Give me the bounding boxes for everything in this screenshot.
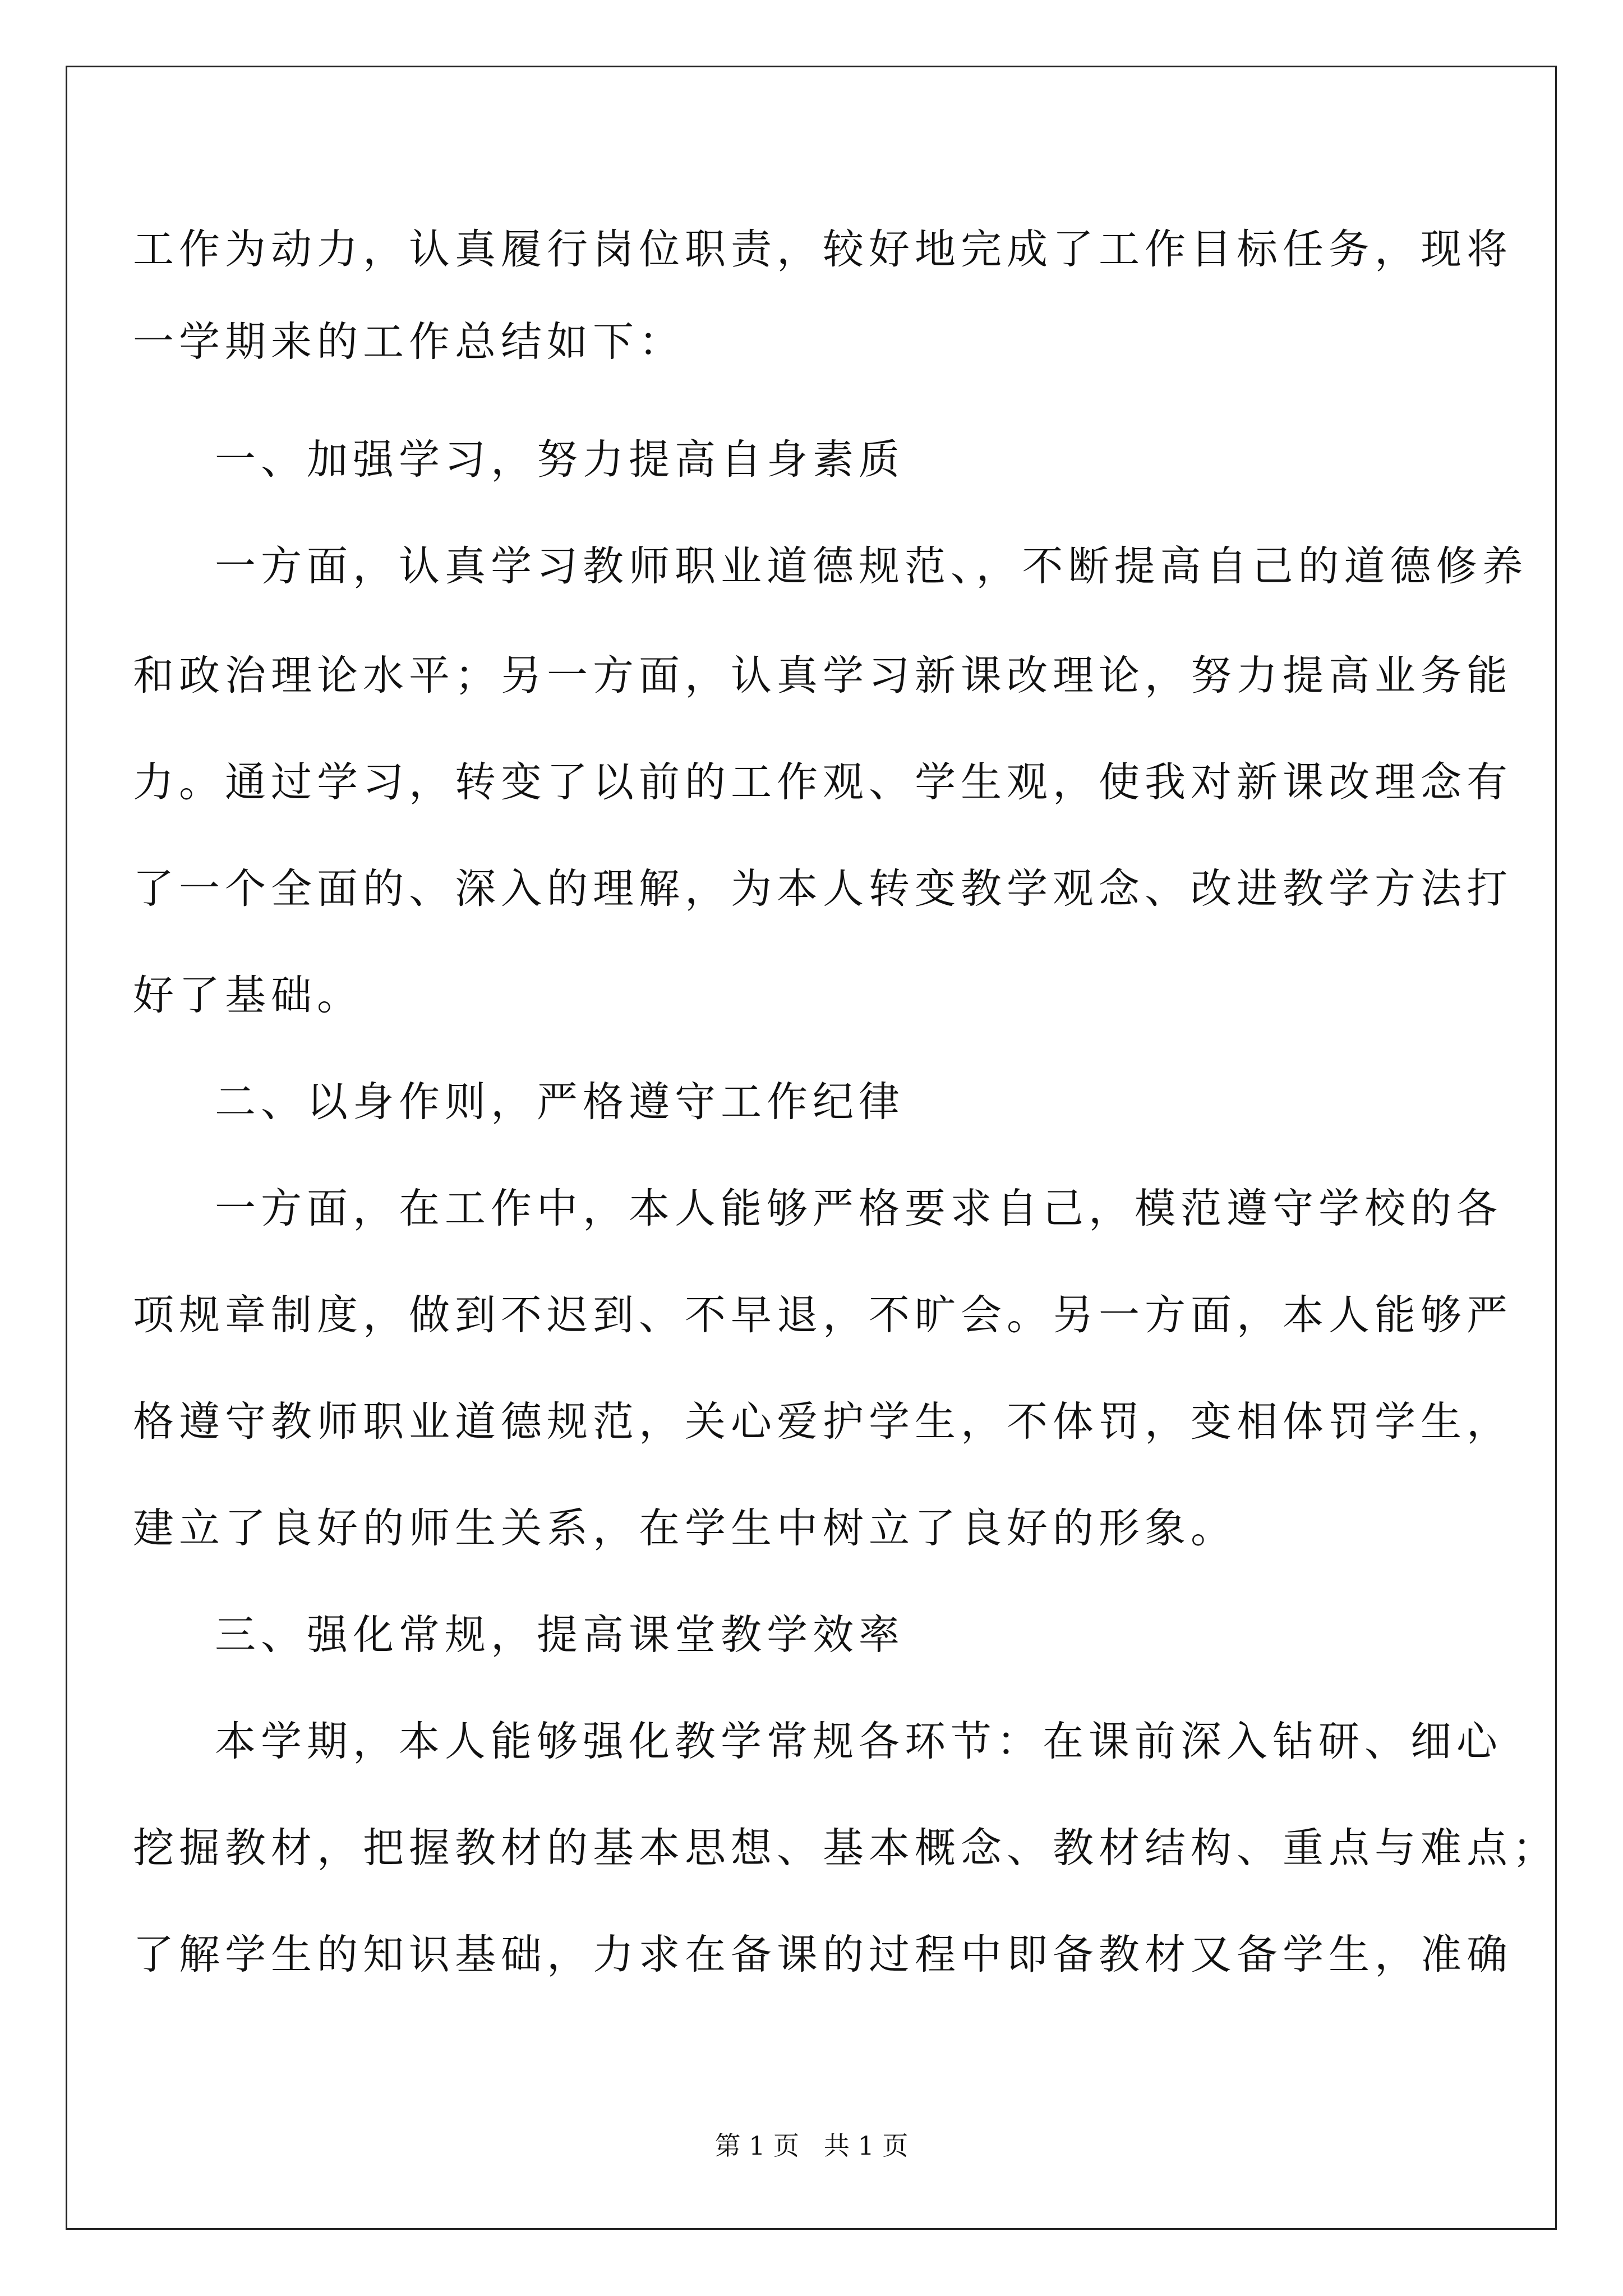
- paragraph-line: 挖掘教材，把握教材的基本思想、基本概念、教材结构、重点与难点；: [133, 1824, 1559, 1872]
- paragraph-line: 本学期，本人能够强化教学常规各环节：在课前深入钻研、细心: [215, 1718, 1502, 1765]
- section-heading: 一、加强学习，努力提高自身素质: [215, 436, 905, 484]
- paragraph-line: 一学期来的工作总结如下：: [133, 318, 685, 366]
- paragraph-line: 了一个全面的、深入的理解，为本人转变教学观念、改进教学方法打: [133, 865, 1513, 913]
- paragraph-line: 了解学生的知识基础，力求在备课的过程中即备教材又备学生，准确: [133, 1931, 1513, 1978]
- paragraph-line: 力。通过学习，转变了以前的工作观、学生观，使我对新课改理念有: [133, 758, 1513, 806]
- paragraph-line: 和政治理论水平；另一方面，认真学习新课改理论，努力提高业务能: [133, 652, 1513, 700]
- section-heading: 二、以身作则，严格遵守工作纪律: [215, 1078, 905, 1126]
- page-border: [66, 66, 1557, 2230]
- section-heading: 三、强化常规，提高课堂教学效率: [215, 1611, 905, 1659]
- paragraph-line: 一方面，认真学习教师职业道德规范、，不断提高自己的道德修养: [215, 542, 1528, 590]
- paragraph-line: 建立了良好的师生关系，在学生中树立了良好的形象。: [133, 1504, 1237, 1552]
- paragraph-line: 项规章制度，做到不迟到、不早退，不旷会。另一方面，本人能够严: [133, 1291, 1513, 1339]
- paragraph-line: 一方面，在工作中，本人能够严格要求自己，模范遵守学校的各: [215, 1185, 1502, 1232]
- page-number-footer: 第 1 页 共 1 页: [714, 2131, 909, 2161]
- paragraph-line: 格遵守教师职业道德规范，关心爱护学生，不体罚，变相体罚学生，: [133, 1398, 1513, 1446]
- paragraph-line: 工作为动力，认真履行岗位职责，较好地完成了工作目标任务，现将: [133, 226, 1513, 273]
- paragraph-line: 好了基础。: [133, 972, 363, 1019]
